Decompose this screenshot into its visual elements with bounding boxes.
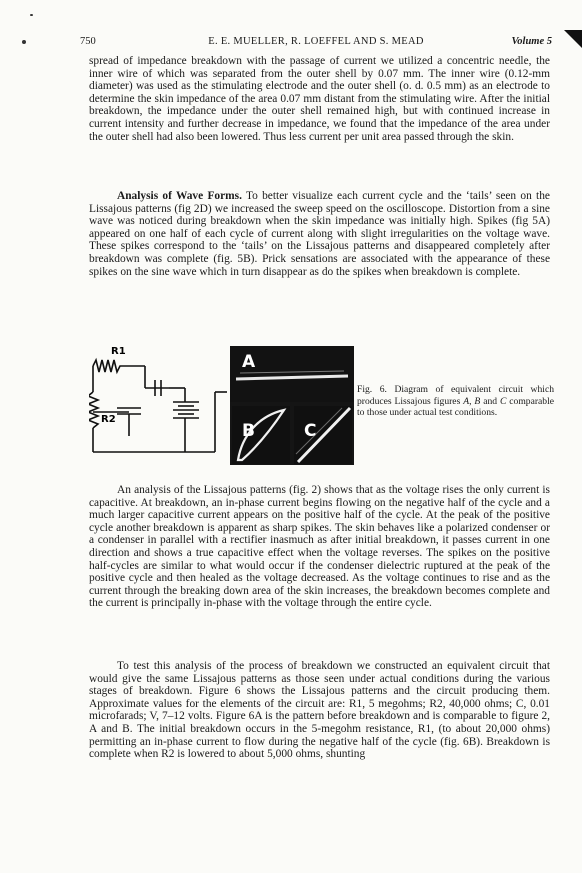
caption-ref-b: B [474,395,481,407]
caption-and: and [483,395,498,407]
scan-speck [30,14,33,16]
equivalent-circuit-diagram [89,340,229,468]
figure-6 [89,340,554,470]
page-header [80,36,552,52]
caption-lead: Fig. 6. [357,384,387,395]
body-paragraph-3: An analysis of the Lissajous patterns (fig. 2) shows that as the voltage rises the only current is capacitive. At breakdown, an in-phase current begins flowing on the negative half of the cycle and a much larger capacitive current appears on the positive half of the cycle. At the peak of the positive cycle another breakdown is apparent as sharp spikes. The skin behaves like a polarized condenser or a condenser in parallel with a rectifier inasmuch as after initial breakdown, it passes current in one direction and shows a true capacitive effect when the voltage reverses. The spikes on the positive half-cycles are similar to what would occur if the condenser dielectric ruptured at the peak of the positive cycle and then healed as the voltage decreased. As the voltage continues to rise and as the current through the breaking down area of the skin increases, the breakdown becomes complete and the current is principally in-phase with the voltage through the entire cycle. [89,484,550,610]
figure-label-c: C [304,421,317,441]
body-paragraph-2 [89,190,550,278]
body-paragraph-4: To test this analysis of the process of breakdown we constructed an equivalent circuit that would give the same Lissajous patterns as those seen under actual conditions during the various stages of breakdown. Figure 6 shows the Lissajous patterns and the circuit producing them. Approximate values for the elements of the circuit are: R1, 5 megohms; R2, 40,000 ohms; C, 0.01 microfarads; V, 7–12 volts. Figure 6A is the pattern before breakdown and is comparable to figure 2, A and B. The initial breakdown occurs in the 5-megohm resistance, R1, (to about 20,000 ohms) permitting an in-phase current to flow during the negative half of the cycle (fig. 6B). Breakdown is complete when R2 is lowered to about 5,000 ohms, shunting [89,660,550,761]
volume-label: Volume 5 [511,36,552,47]
label-r1: R1 [111,346,126,357]
figure-label-b: B [242,421,255,441]
lissajous-pattern-c [294,406,352,464]
caption-ref-a: A [463,395,470,407]
page-number: 750 [80,36,96,47]
caption-ref-c: C [499,395,507,407]
body-paragraph-1: spread of impedance breakdown with the passage of current we utilized a concentric needle, the inner wire of which was separated from the outer shell by 0.07 mm. The inner wire (0.12-mm diameter) was used as the stimulating electrode and the outer shell (o. d. 0.5 mm) as an electrode to determine the skin impedance of the area 0.07 mm distant from the stimulating wire. After the initial breakdown, the impedance under the outer shell remained high, but with continued increase in current intensity and further decrease in impedance, we found that the impedance of the area under the outer shell had also been lowered. Thus less current per unit area passed through the skin. [89,55,550,143]
caption-part-1: Diagram of equivalent circuit which produces Lissajous figures [357,384,555,407]
figure-6-caption [357,384,554,419]
section-heading-wave-forms: Analysis of Wave Forms. [117,190,242,202]
corner-mark [564,30,582,48]
lissajous-pattern-b [232,406,290,464]
label-r2: R2 [101,414,116,425]
figure-label-a: A [242,352,256,372]
paragraph-2-text: To better visualize each current cycle and the ‘tails’ seen on the Lissajous patterns (fig 2D) we increased the sweep speed on the oscilloscope. Distortion from a sine wave was noticed during breakdown when the skin impedance was initially high. Spikes (fig 5A) appeared on one half of each cycle of current along with slight irregularities on the voltage wave. These spikes correspond to the ‘tails’ on the Lissajous patterns and disappeared completely after breakdown was complete (fig. 5B). Prick sensations are associated with the appearance of these spikes on the sine wave which in turn disappear as do the spikes when breakdown is complete. [89,190,550,278]
scan-speck [22,40,26,44]
lissajous-photo-panel [230,346,354,465]
running-head-authors: E. E. MUELLER, R. LOEFFEL AND S. MEAD [208,36,424,47]
caption-comma: , [469,395,472,407]
caption-part-2: comparable to those under actual test conditions. [357,395,555,418]
